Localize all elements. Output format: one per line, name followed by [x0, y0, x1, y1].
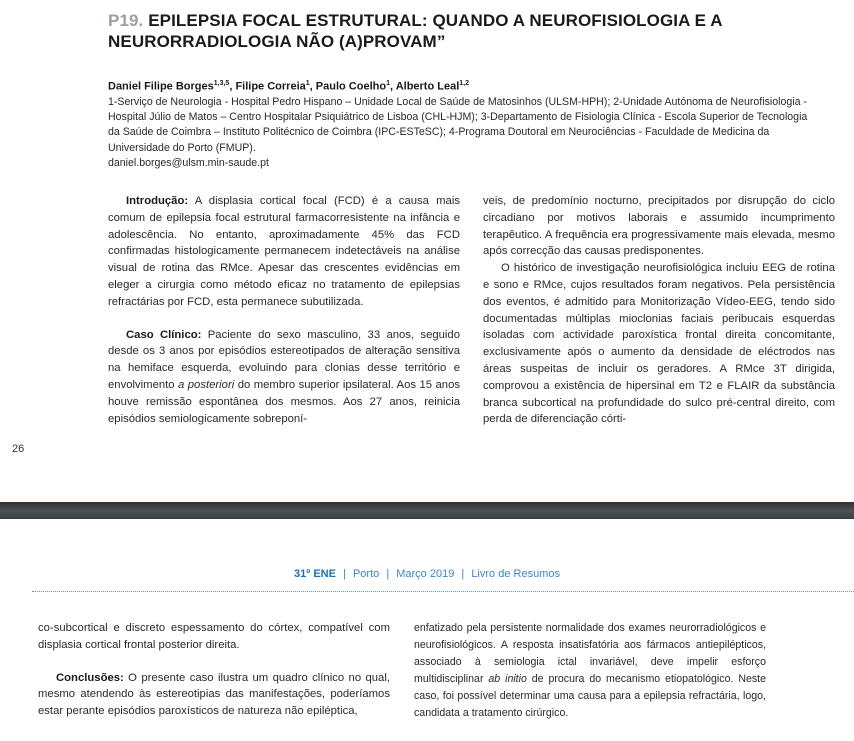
header-date: Março 2019: [396, 568, 455, 580]
author-name: Daniel Filipe Borges: [108, 80, 214, 93]
affiliations-text: 1-Serviço de Neurologia - Hospital Pedro Hispano – Unidade Local de Saúde de Matosinhos (ULSM-HPH); 2-Unidade Autónoma de Neurofisiologia - Hospital Júlio de Matos – Centro Hospitalar Psiquiátrico de Lisboa (CHL-HJM); 3-Departamento de Fisiologia Clínica - Escola Superior de Tecnologia da Saúde de Coimbra – Instituto Politécnico de Coimbra (IPC-ESTeSC); 4-Programa Doutoral em Neurociências - Faculdade de Medicina da Universidade do Porto (FMUP).: [108, 96, 808, 154]
author-name: Filipe Correia: [235, 80, 306, 93]
introduction-text: A displasia cortical focal (FCD) é a causa mais comum de epilepsia focal estrutural farmacorresistente na infância e adolescência. No entanto, aproximadamente 45% das FCD confirmadas histologicamente permanecem indetectáveis na análise visual de rotina das RMce. Apesar das crescentes evidências em eleger a cirurgia como método eficaz no tratamento de epilepsias refractárias por FCD, esta permanece subutilizada.: [108, 195, 460, 308]
history-paragraph: O histórico de investigação neurofisiológica incluiu EEG de rotina e sono e RMce, cujos resultados foram negativos. Pela persistência dos eventos, é admitido para Monitorização Vídeo-EEG, tendo sido documentadas múltiplas mioclonias faciais peribucais esquerdas isoladas com actividade paroxística frontal direita concomitante, exclusivamente após o aumento da densidade de eléctrodos nas áreas suspeitas de incluir os geradores. A RMce 3T dirigida, comprovou a existência de hipersinal em T2 e FLAIR da substância branca subcortical na profundidade do sulco pré-central direito, com perda de diferenciação córti-: [483, 262, 835, 426]
page-number: 26: [12, 443, 25, 455]
right-column-page2: [414, 620, 766, 722]
conclusions-paragraph: [38, 670, 390, 720]
left-column-page2: [38, 620, 390, 720]
author-affil-sup: 1: [305, 80, 310, 87]
header-publication: Livro de Resumos: [471, 568, 560, 580]
conclusions-label: Conclusões:: [56, 671, 124, 684]
case-text: Paciente do sexo masculino, 33 anos, seguido desde os 3 anos por episódios estereotipados de alteração sensitiva na hemiface esquerda, evoluindo para clonias desse território e envolvimento: [108, 328, 461, 391]
case-paragraph-continued: veis, de predomínio nocturno, precipitados por disrupção do ciclo circadiano por motivos laborais e assumido incumprimento terapêutico. A frequência era progressivamente mais elevada, mesmo após correcção das causas predisponentes.: [483, 195, 835, 258]
author-affil-sup: 1,3,5: [213, 80, 230, 87]
findings-continued: co-subcortical e discreto espessamento do córtex, compatível com displasia cortical frontal posterior direita.: [38, 622, 390, 651]
case-label: Caso Clínico:: [126, 328, 202, 341]
author-name: Alberto Leal: [395, 80, 460, 93]
author-name: Paulo Coelho: [315, 80, 387, 93]
introduction-paragraph: [108, 193, 460, 311]
header-separator: |: [386, 568, 390, 580]
case-paragraph: [108, 327, 460, 428]
header-separator: |: [461, 568, 465, 580]
author-affil-sup: 1,2: [459, 80, 469, 87]
case-italic: a posteriori: [178, 378, 235, 391]
running-header: [0, 568, 854, 580]
conclusions-text-left: O presente caso ilustra um quadro clínico no qual, mesmo atendendo às estereotipias das manifestações, poderíamos estar perante episódios paroxísticos de natureza não epiléptica,: [38, 671, 390, 718]
header-location: Porto: [352, 568, 380, 580]
right-column: [483, 193, 835, 428]
left-column: [108, 193, 460, 427]
conclusions-continued: enfatizado pela persistente normalidade dos exames neurorradiológicos e neurofisiológicos. A resposta insatisfatória aos fármacos antiepilépticos, associado à semiologia ictal invariável, deve impelir esforço multidisciplinar ab initio de procura do mecanismo etiopatológico. Neste caso, foi possível determinar uma causa para a epilepsia refractária, logo, candidata a tratamento cirúrgico.: [414, 622, 766, 719]
affiliations-block: [108, 95, 808, 171]
conclusions-italic: ab initio: [488, 673, 527, 685]
abstract-title: [108, 10, 808, 52]
abstract-title-text: EPILEPSIA FOCAL ESTRUTURAL: QUANDO A NEUROFISIOLOGIA E A NEURORRADIOLOGIA NÃO (A)PROVAM”: [108, 11, 723, 51]
contact-email[interactable]: daniel.borges@ulsm.min-saude.pt: [108, 156, 269, 169]
author-affil-sup: 1: [386, 80, 390, 87]
header-dotted-rule: [32, 591, 854, 592]
author-list: Daniel Filipe Borges$^{1,3,5}$, Filipe Correia$^1$, Paulo Coelho$^1$, Alberto Leal$^{1,2}$: [108, 80, 469, 93]
case-text-left-visible: do membro superior ipsilateral. Aos 15 anos houve remissão espontânea dos mesmos. Aos 27 anos, reinicia episódios semiologicamente sobreponí-: [108, 378, 461, 425]
header-separator: |: [343, 568, 346, 580]
conference-name: 31º ENE: [294, 568, 336, 580]
conclusions-text-b: de procura do mecanismo etiopatológico. Neste caso, foi possível determinar uma causa para a epilepsia refractária, logo, candidata a tratamento cirúrgico.: [414, 673, 766, 719]
page-separator-bar: [0, 502, 854, 519]
abstract-code: P19.: [108, 11, 144, 30]
introduction-label: Introdução:: [126, 195, 189, 207]
